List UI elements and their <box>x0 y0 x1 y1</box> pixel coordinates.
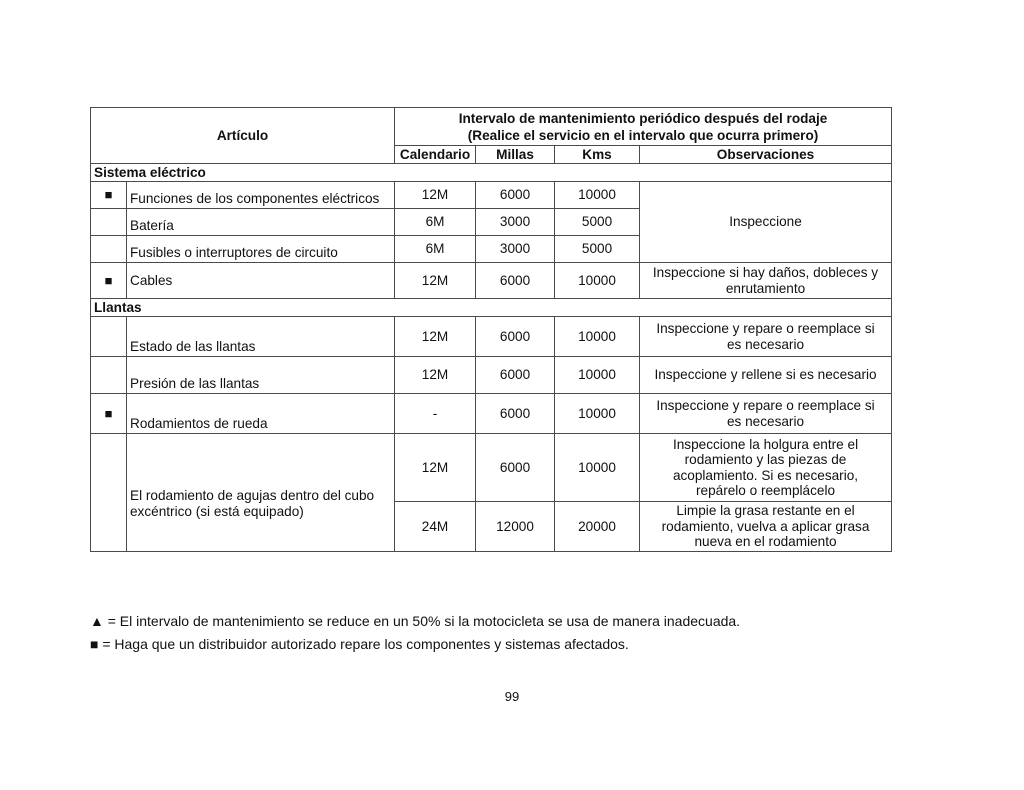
observaciones-cell: Inspeccione <box>640 182 892 263</box>
obs-line: Limpie la grasa restante en el <box>676 503 855 519</box>
item-line: excéntrico (si está equipado) <box>130 503 304 519</box>
header-interval-line2: (Realice el servicio en el intervalo que ocurra primero) <box>467 127 819 143</box>
mark-cell <box>91 317 127 357</box>
kms-cell: 10000 <box>555 317 640 357</box>
millas-cell: 6000 <box>476 357 555 394</box>
obs-line: rodamiento y las piezas de <box>684 452 847 467</box>
observaciones-cell <box>640 502 892 552</box>
header-observaciones: Observaciones <box>640 146 892 164</box>
obs-line: nueva en el rodamiento <box>694 534 837 550</box>
table-row <box>91 263 892 299</box>
calendario-cell: 24M <box>395 502 476 552</box>
obs-line: es necesario <box>726 413 805 429</box>
observaciones-cell: Inspeccione y rellene si es necesario <box>640 357 892 394</box>
section-sistema-electrico: Sistema eléctrico <box>91 164 892 182</box>
footnote-triangle: ▲ = El intervalo de mantenimiento se reduce en un 50% si la motocicleta se usa de manera inadecuada. <box>90 613 741 629</box>
header-calendario: Calendario <box>395 146 476 164</box>
table-row <box>91 357 892 394</box>
kms-cell: 10000 <box>555 357 640 394</box>
header-kms: Kms <box>555 146 640 164</box>
obs-line: enrutamiento <box>725 280 806 296</box>
section-llantas: Llantas <box>91 299 892 317</box>
calendario-cell: 12M <box>395 434 476 502</box>
obs-line: acoplamiento. Si es necesario, <box>672 467 859 483</box>
mark-cell <box>91 357 127 394</box>
table-row <box>91 394 892 434</box>
obs-line: es necesario <box>726 336 805 352</box>
mark-cell <box>91 209 127 236</box>
item-cell: Presión de las llantas <box>127 357 395 394</box>
obs-line: Inspeccione y repare o reemplace si <box>656 321 875 336</box>
kms-cell: 10000 <box>555 182 640 209</box>
calendario-cell: 12M <box>395 357 476 394</box>
header-interval <box>395 108 892 146</box>
calendario-cell: 12M <box>395 317 476 357</box>
table-row <box>91 317 892 357</box>
item-cell: Cables <box>127 263 395 299</box>
obs-line: Inspeccione si hay daños, dobleces y <box>652 265 879 280</box>
mark-cell <box>91 236 127 263</box>
obs-line: repárelo o reemplácelo <box>695 483 836 498</box>
kms-cell: 10000 <box>555 394 640 434</box>
observaciones-cell <box>640 434 892 502</box>
obs-line: Inspeccione la holgura entre el <box>672 436 859 452</box>
calendario-cell: 6M <box>395 209 476 236</box>
kms-cell: 5000 <box>555 236 640 263</box>
item-cell: Funciones de los componentes eléctricos <box>127 182 395 209</box>
kms-cell: 10000 <box>555 263 640 299</box>
maintenance-table <box>90 107 892 552</box>
calendario-cell: 12M <box>395 182 476 209</box>
page-number: 99 <box>504 689 520 704</box>
millas-cell: 6000 <box>476 434 555 502</box>
item-cell: Rodamientos de rueda <box>127 394 395 434</box>
table-row <box>91 434 892 502</box>
square-mark: ■ <box>91 182 127 209</box>
item-cell <box>127 434 395 552</box>
observaciones-cell <box>640 394 892 434</box>
observaciones-cell <box>640 263 892 299</box>
header-interval-line1: Intervalo de mantenimiento periódico después del rodaje <box>458 110 828 126</box>
square-mark: ■ <box>91 394 127 434</box>
millas-cell: 6000 <box>476 317 555 357</box>
calendario-cell: 12M <box>395 263 476 299</box>
item-cell: Batería <box>127 209 395 236</box>
item-line: El rodamiento de agujas dentro del cubo <box>130 487 375 503</box>
obs-line: rodamiento, vuelva a aplicar grasa <box>661 518 870 534</box>
millas-cell: 6000 <box>476 394 555 434</box>
obs-line: Inspeccione y repare o reemplace si <box>656 398 875 413</box>
mark-cell <box>91 434 127 552</box>
item-cell: Fusibles o interruptores de circuito <box>127 236 395 263</box>
calendario-cell: 6M <box>395 236 476 263</box>
footnote-square: ■ = Haga que un distribuidor autorizado repare los componentes y sistemas afectados. <box>90 636 629 652</box>
millas-cell: 6000 <box>476 263 555 299</box>
table-row <box>91 182 892 209</box>
kms-cell: 20000 <box>555 502 640 552</box>
kms-cell: 5000 <box>555 209 640 236</box>
header-articulo: Artículo <box>91 108 395 164</box>
calendario-cell: - <box>395 394 476 434</box>
millas-cell: 3000 <box>476 236 555 263</box>
millas-cell: 6000 <box>476 182 555 209</box>
observaciones-cell <box>640 317 892 357</box>
millas-cell: 3000 <box>476 209 555 236</box>
kms-cell: 10000 <box>555 434 640 502</box>
millas-cell: 12000 <box>476 502 555 552</box>
header-millas: Millas <box>476 146 555 164</box>
square-mark: ■ <box>91 263 127 299</box>
item-cell: Estado de las llantas <box>127 317 395 357</box>
